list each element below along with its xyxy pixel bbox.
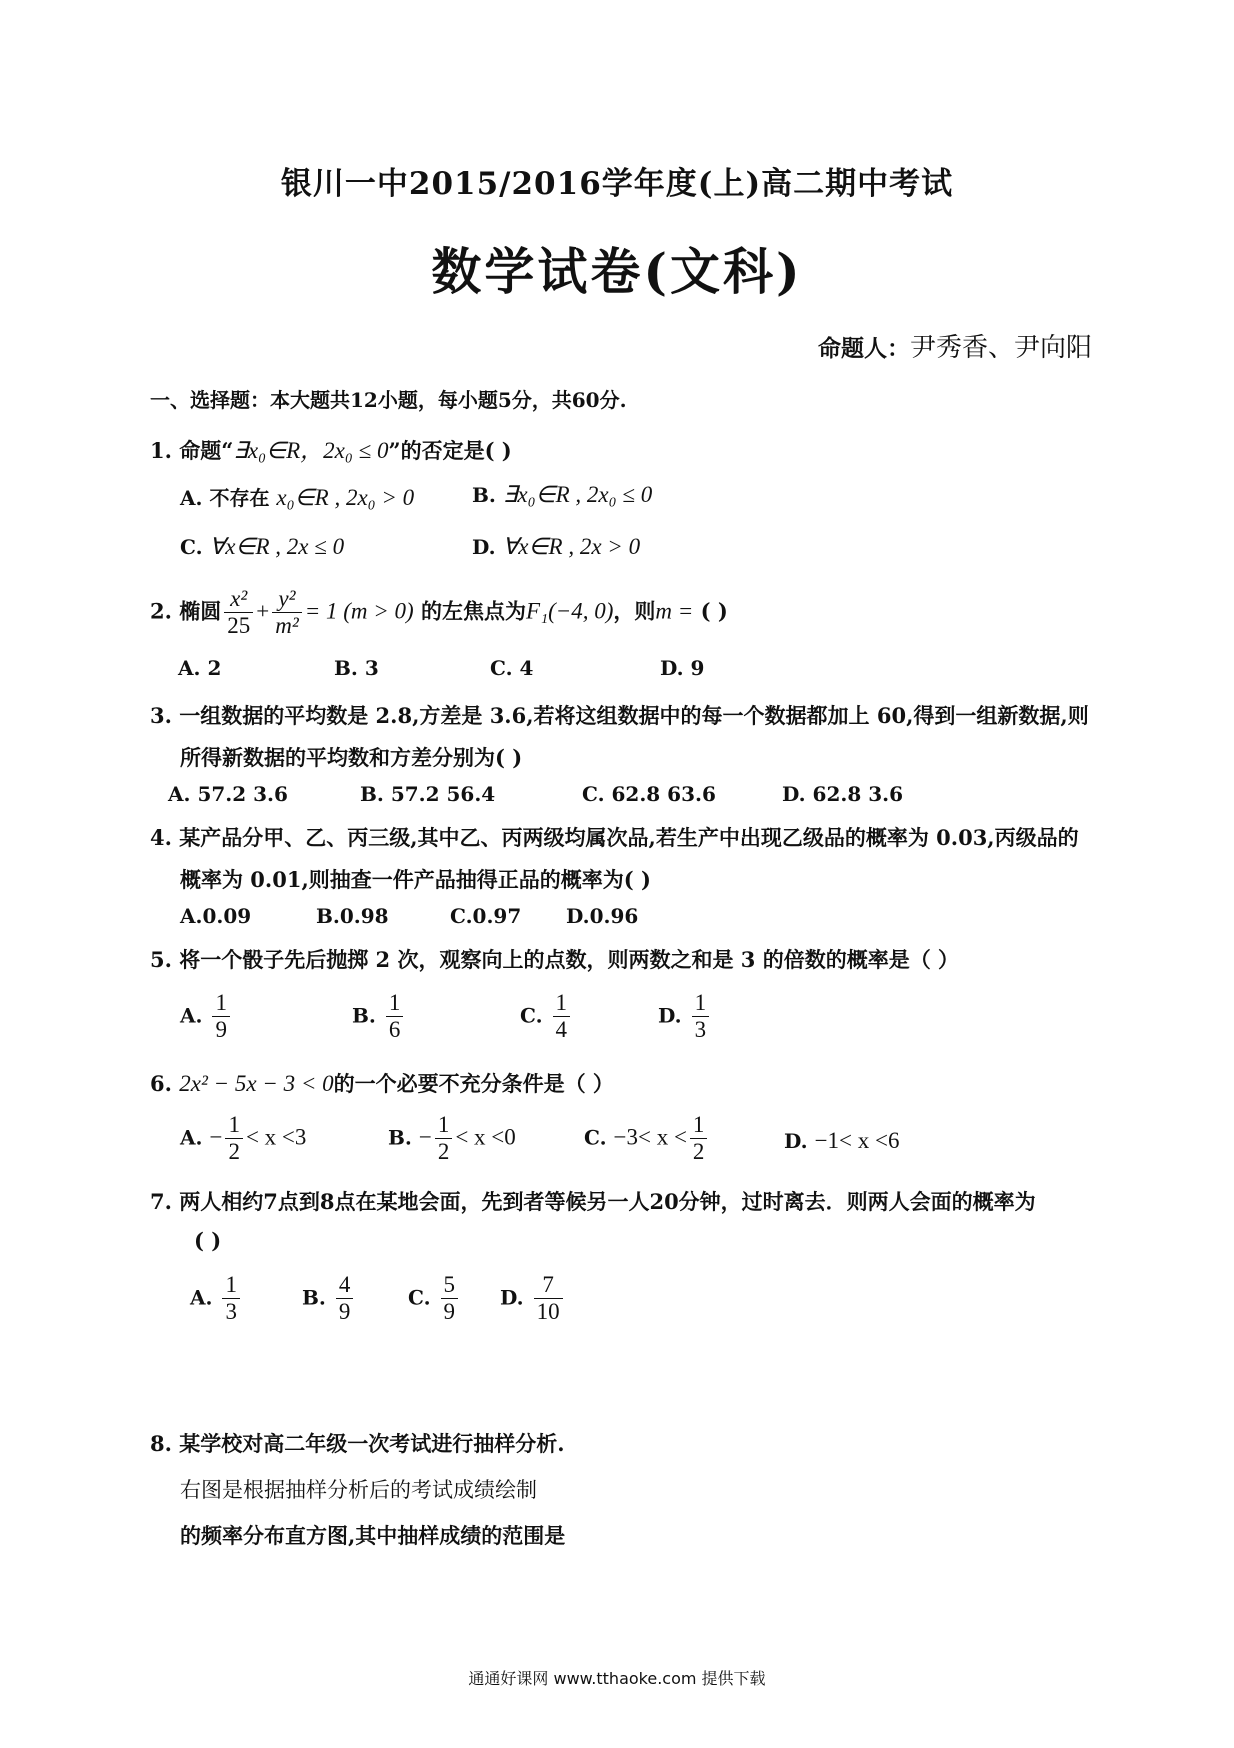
- q2-mid-text: 的左焦点为: [421, 598, 527, 624]
- q5-option-b-numerator: 1: [386, 990, 404, 1017]
- q2-option-d: D. 9: [660, 656, 705, 680]
- q5-option-a: [180, 990, 233, 1044]
- q7-line-2: ( ): [194, 1228, 222, 1253]
- q6-option-c-fraction: [690, 1112, 708, 1166]
- q5-option-d-fraction: [692, 990, 710, 1044]
- q2-fraction-x-numerator: x²: [224, 586, 253, 613]
- question-6: [150, 1068, 614, 1098]
- question-2: [150, 586, 728, 640]
- author-label: 命题人：: [817, 335, 910, 362]
- q5-option-b-label: B.: [352, 1003, 376, 1028]
- q1-option-c-expr: ∀x∈R , 2x ≤ 0: [209, 534, 345, 559]
- q2-fraction-y-denominator: m²: [275, 613, 299, 639]
- q7-option-c: [408, 1272, 461, 1326]
- q7-option-a-fraction: [222, 1272, 240, 1326]
- q2-option-c: C. 4: [490, 656, 534, 680]
- q5-option-c-label: C.: [520, 1003, 543, 1028]
- q5-option-a-denominator: 9: [215, 1017, 227, 1043]
- q1-option-b: [472, 482, 652, 508]
- section-heading: 一、选择题：本大题共12小题，每小题5分，共60分.: [150, 388, 627, 412]
- q3-line-1: 3. 一组数据的平均数是 2.8,方差是 3.6,若将这组数据中的每一个数据都加上 60,得到一组新数据,则: [150, 703, 1089, 728]
- q2-tail-text: ，则: [613, 598, 656, 624]
- q6-option-c-denominator: 2: [692, 1139, 705, 1165]
- q1-option-d: [472, 534, 640, 560]
- q2-fraction-x: [224, 586, 253, 640]
- q2-answer-paren: ( ): [700, 598, 728, 624]
- q5-option-d: [658, 990, 712, 1044]
- q7-option-d-numerator: 7: [534, 1272, 563, 1299]
- q8-line-1: 8. 某学校对高二年级一次考试进行抽样分析.: [150, 1431, 565, 1456]
- q1-option-a: [180, 482, 414, 511]
- q5-option-d-numerator: 1: [692, 990, 710, 1017]
- q7-option-c-denominator: 9: [443, 1299, 455, 1325]
- q4-option-d: D.0.96: [566, 904, 639, 928]
- q2-fraction-y-numerator: y²: [272, 586, 302, 613]
- q3-option-a: A. 57.2 3.6: [168, 782, 288, 806]
- q7-option-a-numerator: 1: [222, 1272, 240, 1299]
- q2-option-a: A. 2: [178, 656, 222, 680]
- q7-option-b-numerator: 4: [336, 1272, 354, 1299]
- q4-option-a: A.0.09: [180, 904, 252, 928]
- q3-option-b: B. 57.2 56.4: [360, 782, 496, 806]
- q1-option-a-label: A. 不存在: [180, 486, 270, 510]
- q6-option-a: [180, 1112, 306, 1166]
- q6-option-b: [388, 1112, 516, 1166]
- q6-option-c-numerator: 1: [690, 1112, 708, 1139]
- q5-line-1: 5. 将一个骰子先后抛掷 2 次，观察向上的点数，则两数之和是 3 的倍数的概率是（ ）: [150, 947, 960, 972]
- q1-option-d-expr: ∀x∈R , 2x > 0: [502, 534, 641, 559]
- q5-option-c-numerator: 1: [553, 990, 571, 1017]
- q1-option-b-expr: ∃x₀∈R , 2x₀ ≤ 0: [502, 482, 653, 507]
- q2-fraction-y: [272, 586, 302, 640]
- q5-option-d-denominator: 3: [694, 1017, 707, 1043]
- q6-option-b-fraction: [435, 1112, 453, 1166]
- q1-option-a-expr: x₀∈R , 2x₀ > 0: [276, 485, 415, 510]
- q2-option-b: B. 3: [334, 656, 379, 680]
- q6-option-d-text: −1< x <6: [814, 1128, 900, 1153]
- q6-option-a-label: A.: [180, 1125, 203, 1150]
- q7-option-a-label: A.: [190, 1285, 213, 1310]
- q1-option-c: [180, 534, 344, 560]
- q6-option-c-lead: −3< x <: [613, 1124, 687, 1150]
- q1-option-c-label: C.: [180, 535, 203, 559]
- q6-option-a-denominator: 2: [228, 1139, 240, 1165]
- q6-option-d-label: D.: [784, 1129, 808, 1153]
- q5-option-b: [352, 990, 406, 1044]
- q5-option-c-denominator: 4: [555, 1017, 567, 1043]
- q6-option-b-denominator: 2: [437, 1139, 450, 1165]
- q2-prefix: 2. 椭圆: [150, 598, 222, 624]
- q7-option-b-denominator: 9: [338, 1299, 351, 1325]
- q6-option-d: [784, 1128, 899, 1154]
- q7-option-a-denominator: 3: [225, 1299, 237, 1325]
- footer-credit: 通通好课网 www.tthaoke.com 提供下载: [468, 1669, 766, 1688]
- q2-m-equals: m =: [655, 598, 694, 624]
- q2-fraction-x-denominator: 25: [227, 613, 251, 639]
- author-line: [818, 327, 1092, 364]
- q3-option-c: C. 62.8 63.6: [582, 782, 716, 806]
- q6-prefix: 6.: [150, 1071, 172, 1096]
- q7-option-b-fraction: [336, 1272, 354, 1326]
- q6-option-a-tail: < x <3: [245, 1124, 307, 1150]
- q6-option-c: [584, 1112, 710, 1166]
- q3-option-d: D. 62.8 3.6: [782, 782, 904, 806]
- q7-option-c-label: C.: [408, 1285, 431, 1310]
- q5-option-a-label: A.: [180, 1003, 203, 1028]
- q2-equation-tail: = 1 (m > 0): [304, 598, 414, 624]
- q4-line-1: 4. 某产品分甲、乙、丙三级,其中乙、丙两级均属次品,若生产中出现乙级品的概率为 0.03,丙级品的: [150, 825, 1079, 850]
- q7-option-d-fraction: [534, 1272, 563, 1326]
- author-names: 尹秀香、尹向阳: [909, 333, 1092, 363]
- q8-line-2: 右图是根据抽样分析后的考试成绩绘制: [180, 1478, 537, 1502]
- q5-option-c-fraction: [553, 990, 571, 1044]
- q7-option-c-fraction: [441, 1272, 459, 1326]
- q7-option-b: [302, 1272, 356, 1326]
- q6-suffix: 的一个必要不充分条件是（ ）: [333, 1071, 614, 1096]
- q7-option-d-denominator: 10: [536, 1299, 560, 1325]
- exam-title: 银川一中2015/2016学年度(上)高二期中考试: [280, 166, 954, 202]
- q1-expression: ∃x₀∈R，2x₀ ≤ 0: [233, 438, 389, 463]
- q6-expression: 2x² − 5x − 3 < 0: [179, 1071, 334, 1096]
- q7-option-b-label: B.: [302, 1285, 326, 1310]
- q6-option-b-tail: < x <0: [455, 1124, 516, 1150]
- q1-option-b-label: B.: [472, 483, 496, 507]
- exam-subtitle: 数学试卷(文科): [431, 242, 803, 301]
- q1-option-d-label: D.: [472, 535, 496, 559]
- q5-option-d-label: D.: [658, 1003, 682, 1028]
- q1-suffix: ”的否定是( ): [388, 438, 512, 463]
- q7-option-d-label: D.: [500, 1285, 524, 1310]
- q5-option-b-denominator: 6: [388, 1017, 401, 1043]
- q7-option-a: [190, 1272, 243, 1326]
- q4-option-c: C.0.97: [450, 904, 522, 928]
- q6-option-a-fraction: [225, 1112, 243, 1166]
- q6-option-b-sign: −: [418, 1124, 432, 1150]
- q4-option-b: B.0.98: [316, 904, 389, 928]
- q3-line-2: 所得新数据的平均数和方差分别为( ): [180, 745, 523, 770]
- q6-option-c-label: C.: [584, 1125, 607, 1150]
- q6-option-a-numerator: 1: [225, 1112, 243, 1139]
- q1-prefix: 1. 命题“: [150, 438, 234, 463]
- q8-line-3: 的频率分布直方图,其中抽样成绩的范围是: [180, 1523, 566, 1548]
- question-1: [150, 432, 512, 465]
- q6-option-a-sign: −: [209, 1124, 223, 1150]
- q5-option-b-fraction: [386, 990, 404, 1044]
- q7-line-1: 7. 两人相约7点到8点在某地会面，先到者等候另一人20分钟，过时离去．则两人会面的概率为: [150, 1189, 1036, 1214]
- q5-option-a-numerator: 1: [212, 990, 230, 1017]
- q5-option-a-fraction: [212, 990, 230, 1044]
- q2-focus-point: F₁(−4, 0): [526, 598, 614, 624]
- q6-option-b-numerator: 1: [435, 1112, 453, 1139]
- q7-option-d: [500, 1272, 566, 1326]
- q7-option-c-numerator: 5: [441, 1272, 459, 1299]
- q5-option-c: [520, 990, 573, 1044]
- q6-option-b-label: B.: [388, 1125, 412, 1150]
- q4-line-2: 概率为 0.01,则抽查一件产品抽得正品的概率为( ): [180, 867, 651, 892]
- q2-plus: +: [256, 598, 270, 624]
